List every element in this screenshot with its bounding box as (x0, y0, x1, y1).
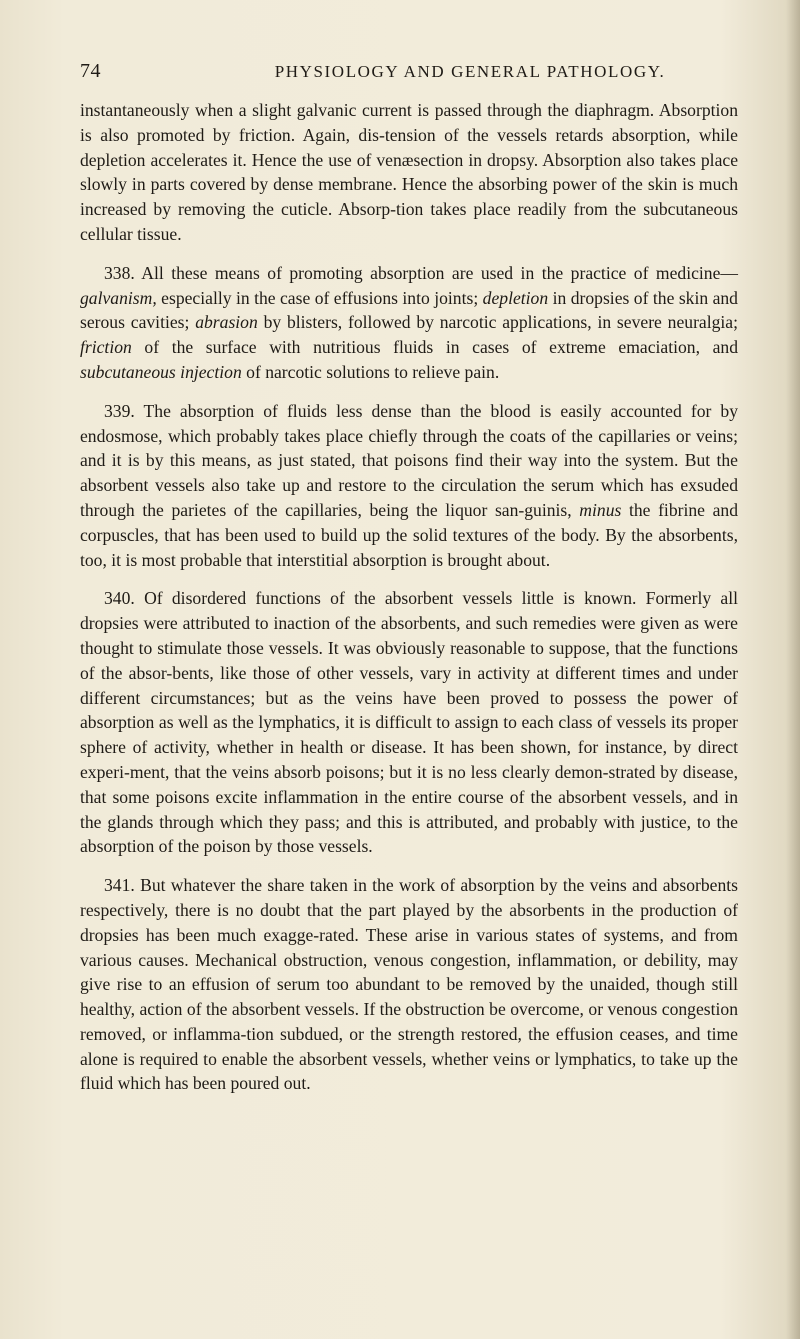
paragraph-text: the fibrine and corpuscles, that has been used to build up the solid textures of the body. By the absorbents, too, it is most probable that interstitial absorption is brought about. (80, 499, 738, 570)
emphasis-term: subcutaneous injection (80, 361, 242, 382)
paragraph-text: in dropsies of the skin and serous cavities; (80, 287, 738, 333)
page-number: 74 (80, 60, 101, 82)
paragraph-number: 340. (104, 588, 135, 609)
paragraph-340 (80, 586, 738, 859)
paragraph-text: of narcotic solutions to relieve pain. (241, 361, 500, 382)
running-title: PHYSIOLOGY AND GENERAL PATHOLOGY. (274, 62, 666, 81)
paragraph-text: Of disordered functions of the absorbent vessels little is known. Formerly all dropsies were attributed to inaction of the absorbents, and such remedies were given as were thought to stimulate those vessels. It was obviously reasonable to suppose, that the functions of the absor-bents, like those of other vessels, vary in activity at different times and under different circumstances; but as the veins have been proved to possess the power of absorption as well as the lymphatics, it is difficult to assign to each class of vessels its proper sphere of activity, whether in health or disease. It has been shown, for instance, by direct experi-ment, that the veins absorb poisons; but it is no less clearly demon-strated by disease, that some poisons excite inflammation in the entire course of the absorbent vessels, and in the glands through which they pass; and this is attributed, and probably with justice, to the absorption of the poison by those vessels. (80, 588, 738, 857)
page-header (80, 60, 740, 90)
paragraph-number: 341. (104, 875, 135, 896)
page-edge-shadow (786, 0, 800, 1339)
paragraph-text: by blisters, followed by narcotic applications, in severe neuralgia; (257, 312, 739, 333)
emphasis-term: abrasion (195, 312, 258, 333)
paragraph-text: All these means of promoting absorption are used in the practice of medicine— (141, 262, 738, 283)
emphasis-term: friction (80, 337, 132, 358)
paragraph-text: of the surface with nutritious fluids in cases of extreme emaciation, and (131, 337, 738, 358)
emphasis-term: minus (579, 499, 622, 520)
paragraph-338 (80, 261, 738, 385)
body-text (80, 98, 738, 1096)
paragraph-number: 338. (104, 262, 135, 283)
paragraph-text: especially in the case of effusions into joints; (156, 287, 483, 308)
paragraph-text: The absorption of fluids less dense than the blood is easily accounted for by endosmose, which probably takes place chiefly through the coats of the capillaries or veins; and it is by this means, as just stated, that poisons find their way into the system. But the absorbent vessels also take up and restore to the circulation the serum which has exsuded through the parietes of the capillaries, being the liquor san-guinis, (80, 400, 738, 520)
paragraph-339 (80, 399, 738, 573)
paragraph-341 (80, 873, 738, 1096)
emphasis-term: depletion (482, 287, 549, 308)
paragraph-continued: instantaneously when a slight galvanic current is passed through the diaphragm. Absorption is also promoted by friction. Again, dis-tension of the vessels retards absorption, while depletion accelerates it. Hence the use of venæsection in dropsy. Absorption also takes place slowly in parts covered by dense membrane. Hence the absorbing power of the skin is much increased by removing the cuticle. Absorp-tion takes place readily from the subcutaneous cellular tissue. (80, 100, 738, 244)
paragraph-number: 339. (104, 400, 135, 421)
paragraph-text: But whatever the share taken in the work of absorption by the veins and absorbents respectively, there is no doubt that the part played by the absorbents in the production of dropsies has been much exagge-rated. These arise in various states of systems, and from various causes. Mechanical obstruction, venous congestion, inflammation, or debility, may give rise to an effusion of serum too abundant to be removed by the unaided, though still healthy, action of the absorbent vessels. If the obstruction be overcome, or venous congestion removed, or inflamma-tion subdued, or the strength restored, the effusion ceases, and time alone is required to enable the absorbent vessels, whether veins or lymphatics, to take up the fluid which has been poured out. (80, 875, 738, 1094)
emphasis-term: galvanism, (80, 287, 157, 308)
